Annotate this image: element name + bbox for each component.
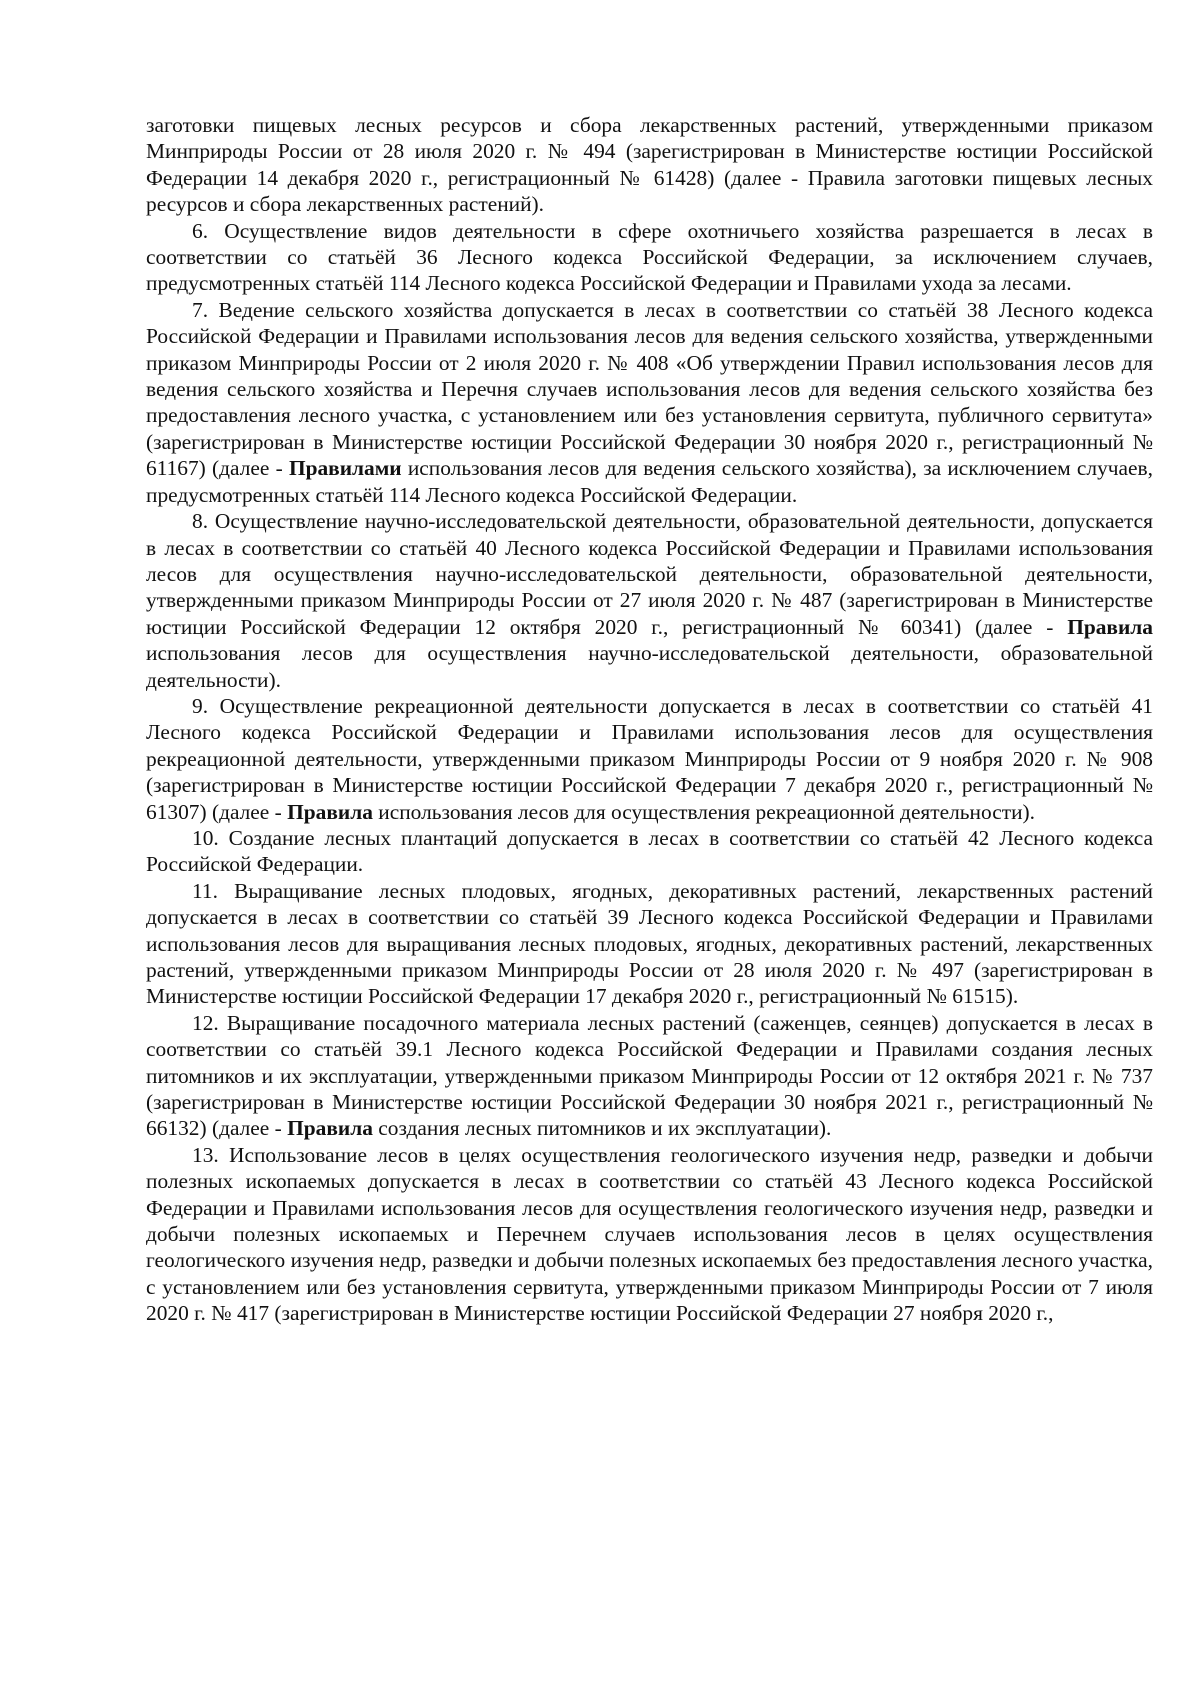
paragraph-text: использования лесов для осуществления научно-исследовательской деятельности, образовательной деятельности). — [146, 641, 1153, 692]
document-page — [146, 112, 1153, 1327]
paragraph-12 — [146, 1010, 1153, 1142]
paragraph-13 — [146, 1142, 1153, 1327]
paragraph-text: создания лесных питомников и их эксплуатации). — [372, 1116, 832, 1141]
paragraph-text: использования лесов для осуществления рекреационной деятельности). — [372, 799, 1035, 824]
bold-term: Правила — [287, 799, 373, 824]
paragraph-text: заготовки пищевых лесных ресурсов и сбора лекарственных растений, утвержденными приказом Минприроды России от 28 июля 2020 г. № 494 (зарегистрирован в Министерстве юстиции Российской Федерации 14 декабря 2020 г., регистрационный № 61428) (далее - Правила заготовки пищевых лесных ресурсов и сбора лекарственных растений). — [146, 113, 1153, 217]
bold-term: Правилами — [288, 456, 402, 481]
paragraph-text: 7. Ведение сельского хозяйства допускается в лесах в соответствии со статьёй 38 Лесного кодекса Российской Федерации и Правилами использования лесов для ведения сельского хозяйства, утвержденными приказом Минприроды России от 2 июля 2020 г. № 408 «Об утверждении Правил использования лесов для ведения сельского хозяйства и Перечня случаев использования лесов для ведения сельского хозяйства без предоставления лесного участка, с установлением или без установления сервитута, публичного сервитута» (зарегистрирован в Министерстве юстиции Российской Федерации 30 ноября 2020 г., регистрационный № 61167) (далее - — [146, 297, 1153, 481]
paragraph-text: 8. Осуществление научно-исследовательской деятельности, образовательной деятельности, допускается в лесах в соответствии со статьёй 40 Лесного кодекса Российской Федерации и Правилами использования лесов для осуществления научно-исследовательской деятельности, образовательной деятельности, утвержденными приказом Минприроды России от 27 июля 2020 г. № 487 (зарегистрирован в Министерстве юстиции Российской Федерации 12 октября 2020 г., регистрационный № 60341) (далее - — [146, 509, 1153, 639]
paragraph-continuation — [146, 112, 1153, 218]
paragraph-text: использования лесов для ведения сельского хозяйства), за исключением случаев, предусмотренных статьёй 114 Лесного кодекса Российской Федерации. — [146, 456, 1153, 507]
bold-term: Правила — [1067, 614, 1153, 639]
paragraph-6 — [146, 218, 1153, 297]
paragraph-10 — [146, 825, 1153, 878]
paragraph-text: 13. Использование лесов в целях осуществления геологического изучения недр, разведки и добычи полезных ископаемых допускается в лесах в соответствии со статьёй 43 Лесного кодекса Российской Федерации и Правилами использования лесов для осуществления геологического изучения недр, разведки и добычи полезных ископаемых и Перечнем случаев использования лесов в целях осуществления геологического изучения недр, разведки и добычи полезных ископаемых без предоставления лесного участка, с установлением или без установления сервитута, утвержденными приказом Минприроды России от 7 июля 2020 г. № 417 (зарегистрирован в Министерстве юстиции Российской Федерации 27 ноября 2020 г., — [146, 1142, 1153, 1326]
paragraph-9 — [146, 693, 1153, 825]
paragraph-text: 11. Выращивание лесных плодовых, ягодных, декоративных растений, лекарственных растений допускается в лесах в соответствии со статьёй 39 Лесного кодекса Российской Федерации и Правилами использования лесов для выращивания лесных плодовых, ягодных, декоративных растений, лекарственных растений, утвержденными приказом Минприроды России от 28 июля 2020 г. № 497 (зарегистрирован в Министерстве юстиции Российской Федерации 17 декабря 2020 г., регистрационный № 61515). — [146, 878, 1153, 1009]
paragraph-text: 9. Осуществление рекреационной деятельности допускается в лесах в соответствии со статьёй 41 Лесного кодекса Российской Федерации и Правилами использования лесов для осуществления рекреационной деятельности, утвержденными приказом Минприроды России от 9 ноября 2020 г. № 908 (зарегистрирован в Министерстве юстиции Российской Федерации 7 декабря 2020 г., регистрационный № 61307) (далее - — [146, 693, 1153, 824]
paragraph-text: 6. Осуществление видов деятельности в сфере охотничьего хозяйства разрешается в лесах в соответствии со статьёй 36 Лесного кодекса Российской Федерации, за исключением случаев, предусмотренных статьёй 114 Лесного кодекса Российской Федерации и Правилами ухода за лесами. — [146, 218, 1153, 296]
paragraph-text: 12. Выращивание посадочного материала лесных растений (саженцев, сеянцев) допускается в лесах в соответствии со статьёй 39.1 Лесного кодекса Российской Федерации и Правилами создания лесных питомников и их эксплуатации, утвержденными приказом Минприроды России от 12 октября 2021 г. № 737 (зарегистрирован в Министерстве юстиции Российской Федерации 30 ноября 2021 г., регистрационный № 66132) (далее - — [146, 1010, 1153, 1141]
paragraph-text: 10. Создание лесных плантаций допускается в лесах в соответствии со статьёй 42 Лесного кодекса Российской Федерации. — [146, 825, 1153, 877]
paragraph-7 — [146, 297, 1153, 508]
paragraph-8 — [146, 508, 1153, 693]
bold-term: Правила — [287, 1116, 373, 1141]
paragraph-11 — [146, 878, 1153, 1010]
